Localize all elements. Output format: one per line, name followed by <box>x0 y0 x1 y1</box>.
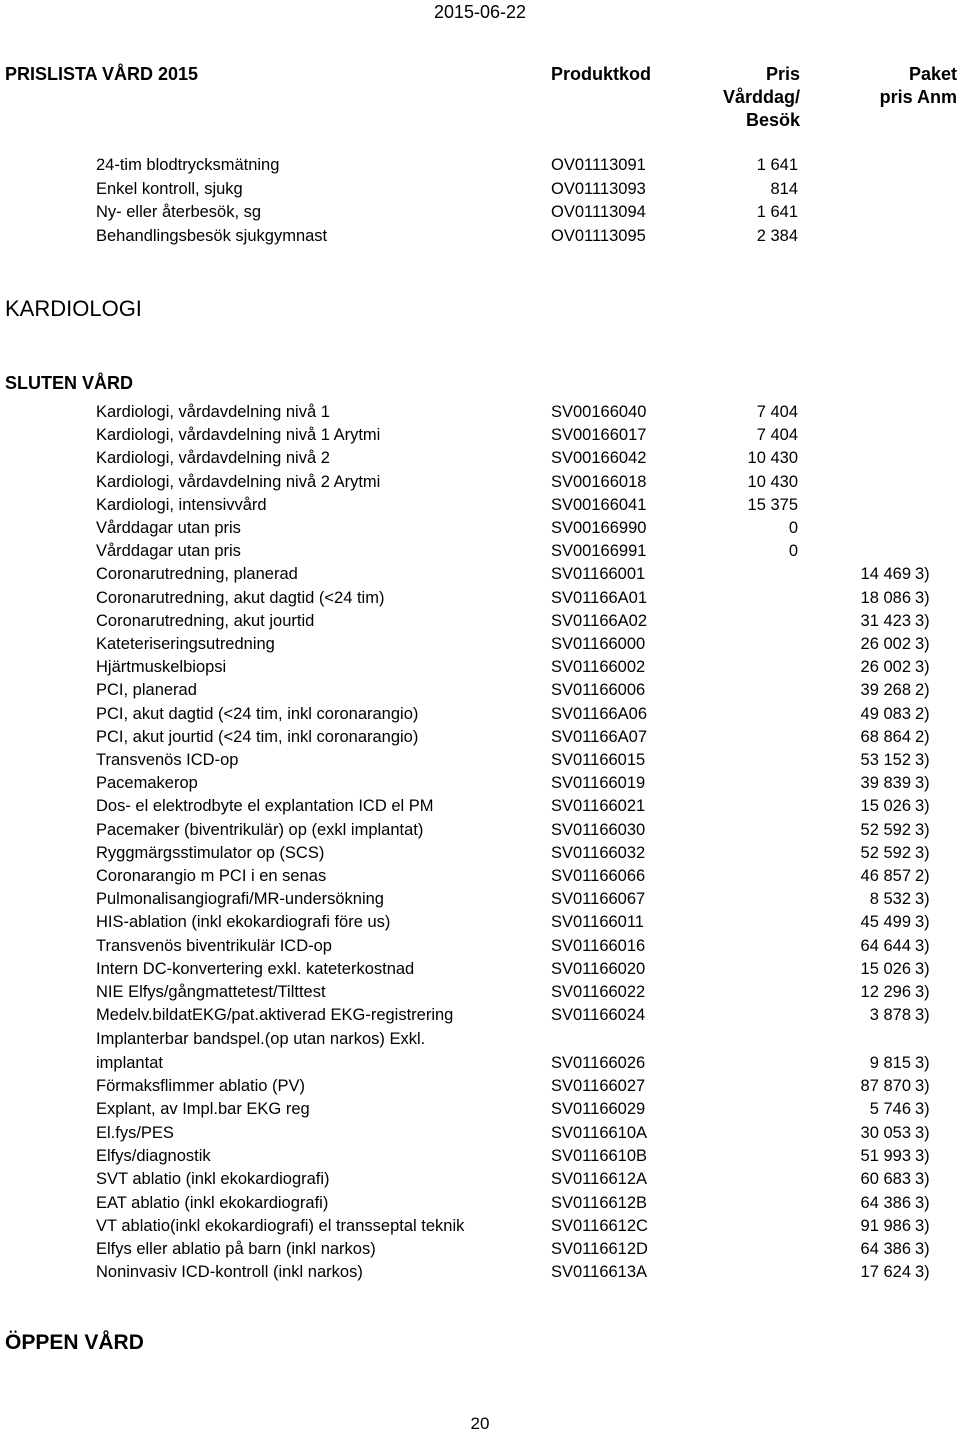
row-package-price: 31 423 <box>860 611 911 630</box>
table-row <box>0 865 960 888</box>
row-name: Vårddagar utan pris <box>96 519 241 537</box>
row-package-price: 8 532 <box>869 890 911 909</box>
row-name: Vårddagar utan pris <box>96 542 241 561</box>
row-name: 24-tim blodtrycksmätning <box>96 156 280 174</box>
table-row <box>0 494 960 517</box>
row-package-price: 30 053 <box>860 1123 911 1142</box>
row-package-price: 9 815 <box>869 1054 911 1072</box>
row-package-price: 51 993 <box>860 1146 911 1165</box>
table-row <box>0 471 960 494</box>
table-row <box>0 154 960 177</box>
row-package-price: 14 469 <box>860 565 911 584</box>
row-name: HIS-ablation (inkl ekokardiografi före us) <box>96 913 391 932</box>
row-name: Intern DC-konvertering exkl. kateterkostnad <box>96 959 415 978</box>
row-name: Kardiologi, vårdavdelning nivå 2 <box>96 449 330 468</box>
table-row <box>0 1215 960 1238</box>
row-name: Medelv.bildatEKG/pat.aktiverad EKG-registrering <box>96 1006 454 1025</box>
row-code: SV0116612D <box>551 1240 648 1259</box>
row-name: implantat <box>96 1054 163 1072</box>
table-row <box>0 795 960 818</box>
table-row <box>0 517 960 540</box>
row-code: SV01166022 <box>551 983 646 1001</box>
row-price: 10 430 <box>747 472 798 491</box>
table-row <box>0 958 960 981</box>
row-price: 10 430 <box>747 449 798 468</box>
price-list-title: PRISLISTA VÅRD 2015 <box>5 64 199 84</box>
row-price: 0 <box>788 519 798 537</box>
row-name: Kardiologi, vårdavdelning nivå 2 Arytmi <box>96 472 381 491</box>
row-note: 3) <box>915 983 930 1001</box>
row-code: OV01113094 <box>551 203 646 221</box>
row-name: Förmaksflimmer ablatio (PV) <box>96 1077 306 1095</box>
table-row <box>0 201 960 224</box>
row-name: Kardiologi, vårdavdelning nivå 1 <box>96 403 330 421</box>
table-row <box>0 540 960 563</box>
row-package-price: 52 592 <box>860 843 911 862</box>
row-code: SV01166024 <box>551 1006 646 1025</box>
row-note: 3) <box>915 1077 930 1095</box>
row-package-price: 68 864 <box>860 727 911 746</box>
table-row <box>0 447 960 470</box>
row-name: Ryggmärgsstimulator op (SCS) <box>96 843 325 862</box>
row-note: 3) <box>915 1193 930 1212</box>
row-code: SV00166990 <box>551 519 647 537</box>
row-code: SV00166018 <box>551 472 647 491</box>
table-row <box>0 225 960 248</box>
row-package-price: 3 878 <box>869 1006 911 1025</box>
row-code: SV0116612B <box>551 1193 648 1212</box>
table-row <box>0 1261 960 1284</box>
row-code: SV01166020 <box>551 959 646 978</box>
row-note: 3) <box>915 751 930 769</box>
row-code: SV01166029 <box>551 1100 646 1119</box>
row-code: SV01166021 <box>551 797 646 816</box>
row-note: 3) <box>915 1100 930 1119</box>
row-note: 3) <box>915 843 930 862</box>
row-note: 3) <box>915 658 930 677</box>
table-row <box>0 587 960 610</box>
row-note: 3) <box>915 1170 930 1189</box>
row-code: SV01166015 <box>551 751 646 769</box>
row-code: SV01166067 <box>551 890 646 909</box>
row-note: 3) <box>915 797 930 816</box>
row-code: SV01166019 <box>551 774 646 793</box>
table-row <box>0 424 960 447</box>
table-row <box>0 563 960 586</box>
table-row <box>0 1168 960 1191</box>
row-package-price: 26 002 <box>860 658 911 677</box>
row-name: Coronarutredning, akut dagtid (<24 tim) <box>96 588 385 607</box>
row-name: Kardiologi, vårdavdelning nivå 1 Arytmi <box>96 426 381 445</box>
price-header-line-2: Vårddag/ <box>722 87 800 107</box>
wrapped-row-first-line: Implanterbar bandspel.(op utan narkos) Exkl. <box>96 1030 426 1048</box>
section-title-oppen-vard: ÖPPEN VÅRD <box>5 1331 144 1354</box>
column-header-package-price <box>820 63 957 109</box>
row-name: Transvenös biventrikulär ICD-op <box>96 936 332 955</box>
row-code: SV01166030 <box>551 820 646 839</box>
row-name: EAT ablatio (inkl ekokardiografi) <box>96 1193 329 1212</box>
row-code: SV0116612C <box>551 1216 648 1235</box>
section-title-kardiologi: KARDIOLOGI <box>5 296 142 321</box>
table-row <box>0 1098 960 1121</box>
row-code: SV0116610A <box>551 1123 648 1142</box>
table-row <box>0 656 960 679</box>
row-package-price: 17 624 <box>860 1263 911 1282</box>
row-package-price: 87 870 <box>860 1077 911 1095</box>
row-price: 7 404 <box>756 426 798 445</box>
table-row <box>0 1004 960 1027</box>
table-row <box>0 1122 960 1145</box>
row-note: 2) <box>915 867 930 885</box>
row-package-price: 49 083 <box>860 704 911 723</box>
row-price: 0 <box>788 542 798 561</box>
package-header-line-2: pris Anm <box>879 87 957 107</box>
row-note: 3) <box>915 774 930 793</box>
row-code: OV01113093 <box>551 179 646 198</box>
row-note: 3) <box>915 1263 930 1282</box>
row-name: Dos- el elektrodbyte el explantation ICD el PM <box>96 797 434 816</box>
row-package-price: 60 683 <box>860 1170 911 1189</box>
row-note: 3) <box>915 1240 930 1259</box>
price-header-line-3: Besök <box>745 110 800 130</box>
row-package-price: 39 268 <box>860 681 911 700</box>
row-price: 814 <box>770 179 798 198</box>
row-code: SV01166066 <box>551 867 646 885</box>
row-name: SVT ablatio (inkl ekokardiografi) <box>96 1170 330 1189</box>
table-row <box>0 1052 960 1075</box>
row-code: SV0116610B <box>551 1146 648 1165</box>
row-note: 3) <box>915 936 930 955</box>
table-row <box>0 1238 960 1261</box>
row-package-price: 26 002 <box>860 635 911 653</box>
row-name: Pulmonalisangiografi/MR-undersökning <box>96 890 384 909</box>
row-code: SV01166A06 <box>551 704 648 723</box>
row-name: VT ablatio(inkl ekokardiografi) el transseptal teknik <box>96 1216 465 1235</box>
row-name: Pacemakerop <box>96 774 198 793</box>
row-package-price: 5 746 <box>869 1100 911 1119</box>
table-row <box>0 819 960 842</box>
row-package-price: 15 026 <box>860 797 911 816</box>
document-date: 2015-06-22 <box>433 2 527 22</box>
row-note: 3) <box>915 611 930 630</box>
row-package-price: 52 592 <box>860 820 911 839</box>
row-code: SV00166042 <box>551 449 647 468</box>
row-note: 3) <box>915 588 930 607</box>
row-package-price: 15 026 <box>860 959 911 978</box>
row-name: PCI, akut dagtid (<24 tim, inkl coronarangio) <box>96 704 419 723</box>
row-name: Kateteriseringsutredning <box>96 635 275 653</box>
row-note: 2) <box>915 727 930 746</box>
row-code: SV01166A07 <box>551 727 648 746</box>
row-note: 3) <box>915 635 930 653</box>
row-name: Noninvasiv ICD-kontroll (inkl narkos) <box>96 1263 363 1282</box>
column-header-product-code: Produktkod <box>551 64 652 84</box>
table-row <box>0 726 960 749</box>
table-row <box>0 911 960 934</box>
row-name: Kardiologi, intensivvård <box>96 495 267 514</box>
row-code: SV01166001 <box>551 565 646 584</box>
row-name: Elfys/diagnostik <box>96 1146 211 1165</box>
table-row <box>0 703 960 726</box>
row-name: Elfys eller ablatio på barn (inkl narkos) <box>96 1240 376 1259</box>
row-note: 3) <box>915 913 930 932</box>
row-package-price: 64 386 <box>860 1240 911 1259</box>
row-note: 2) <box>915 681 930 700</box>
table-row <box>0 401 960 424</box>
row-name: Explant, av Impl.bar EKG reg <box>96 1100 310 1119</box>
row-name: Ny- eller återbesök, sg <box>96 203 262 221</box>
row-code: SV01166000 <box>551 635 646 653</box>
row-package-price: 39 839 <box>860 774 911 793</box>
row-code: SV0116613A <box>551 1263 648 1282</box>
subsection-title-sluten-vard: SLUTEN VÅRD <box>5 373 134 393</box>
row-code: SV01166011 <box>551 913 644 932</box>
row-code: SV01166032 <box>551 843 646 862</box>
table-row <box>0 633 960 656</box>
table-row <box>0 679 960 702</box>
price-header-line-1: Pris <box>765 64 800 84</box>
row-package-price: 91 986 <box>860 1216 911 1235</box>
row-code: SV00166040 <box>551 403 647 421</box>
row-name: NIE Elfys/gångmattetest/Tilttest <box>96 983 326 1001</box>
row-name: Coronarutredning, planerad <box>96 565 298 584</box>
row-code: SV01166016 <box>551 936 646 955</box>
row-note: 3) <box>915 820 930 839</box>
row-name: Coronarutredning, akut jourtid <box>96 611 315 630</box>
table-row <box>0 1075 960 1098</box>
row-code: SV00166041 <box>551 495 647 514</box>
row-code: SV0116612A <box>551 1170 648 1189</box>
row-note: 2) <box>915 704 930 723</box>
row-code: SV01166027 <box>551 1077 646 1095</box>
row-price: 2 384 <box>756 226 798 245</box>
row-price: 7 404 <box>756 403 798 421</box>
row-package-price: 53 152 <box>860 751 911 769</box>
table-row <box>0 1145 960 1168</box>
table-row <box>0 772 960 795</box>
row-name: Pacemaker (biventrikulär) op (exkl implantat) <box>96 820 424 839</box>
table-row <box>0 935 960 958</box>
row-note: 3) <box>915 1123 930 1142</box>
table-row <box>0 888 960 911</box>
row-note: 3) <box>915 890 930 909</box>
row-note: 3) <box>915 565 930 584</box>
row-code: SV00166017 <box>551 426 647 445</box>
row-note: 3) <box>915 959 930 978</box>
row-package-price: 18 086 <box>860 588 911 607</box>
row-name: PCI, akut jourtid (<24 tim, inkl coronarangio) <box>96 727 419 746</box>
row-package-price: 46 857 <box>860 867 911 885</box>
row-code: SV01166A01 <box>551 588 648 607</box>
row-name: Enkel kontroll, sjukg <box>96 179 243 198</box>
row-code: SV01166006 <box>551 681 646 700</box>
row-note: 3) <box>915 1054 930 1072</box>
row-code: SV01166A02 <box>551 611 648 630</box>
row-note: 3) <box>915 1216 930 1235</box>
row-price: 15 375 <box>747 495 798 514</box>
table-row <box>0 842 960 865</box>
row-package-price: 64 386 <box>860 1193 911 1212</box>
row-name: Hjärtmuskelbiopsi <box>96 658 227 677</box>
page-number: 20 <box>470 1414 490 1433</box>
row-package-price: 64 644 <box>860 936 911 955</box>
row-name: El.fys/PES <box>96 1123 174 1142</box>
row-code: OV01113095 <box>551 226 646 245</box>
row-code: SV00166991 <box>551 542 647 561</box>
row-code: OV01113091 <box>551 156 646 174</box>
row-price: 1 641 <box>756 203 798 221</box>
row-code: SV01166002 <box>551 658 646 677</box>
row-price: 1 641 <box>756 156 798 174</box>
package-header-line-1: Paket <box>908 64 957 84</box>
row-note: 3) <box>915 1146 930 1165</box>
row-package-price: 45 499 <box>860 913 911 932</box>
row-name: Transvenös ICD-op <box>96 751 239 769</box>
row-name: Behandlingsbesök sjukgymnast <box>96 226 328 245</box>
column-header-price <box>690 63 800 132</box>
row-name: Coronarangio m PCI i en senas <box>96 867 327 885</box>
table-row <box>0 610 960 633</box>
row-package-price: 12 296 <box>860 983 911 1001</box>
table-row <box>0 1192 960 1215</box>
row-code: SV01166026 <box>551 1054 646 1072</box>
table-row <box>0 981 960 1004</box>
table-row <box>0 178 960 201</box>
row-note: 3) <box>915 1006 930 1025</box>
row-name: PCI, planerad <box>96 681 197 700</box>
table-row <box>0 749 960 772</box>
